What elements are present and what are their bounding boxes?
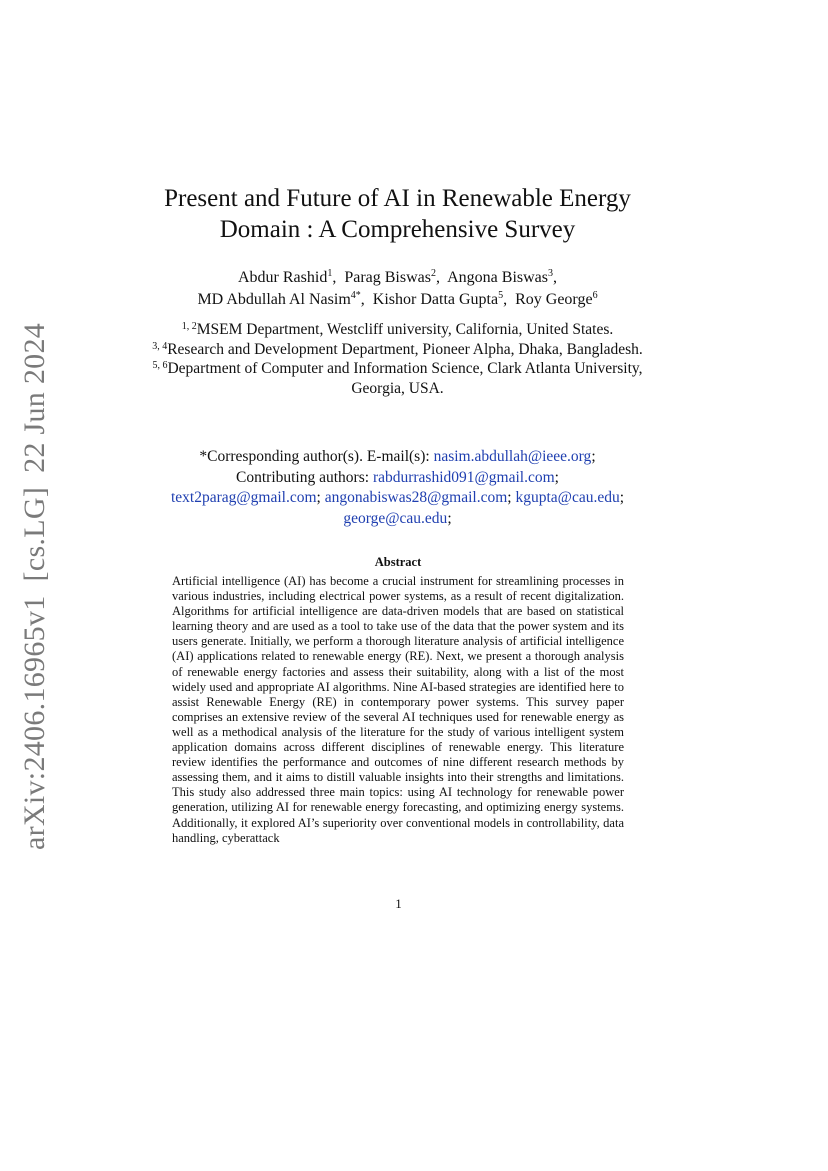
author: Parag Biswas$^2$, — [344, 268, 440, 286]
author: Roy George$^6$ — [515, 290, 598, 308]
author-list — [150, 267, 645, 311]
author: MD Abdullah Al Nasim$^{4*}$, — [197, 290, 365, 308]
arxiv-stamp — [18, 309, 52, 850]
affiliation-list — [150, 320, 645, 398]
page-number: 1 — [395, 896, 402, 911]
paper-title: Present and Future of AI in Renewable Energy Domain : A Comprehensive Survey — [164, 185, 631, 243]
email-link[interactable]: nasim.abdullah@ieee.org — [433, 448, 592, 465]
affiliation: $^{5, 6}$Department of Computer and Information Science, Clark Atlanta University, Georgia, USA. — [152, 360, 643, 397]
affiliation: $^{1, 2}$MSEM Department, Westcliff university, California, United States. — [181, 321, 614, 338]
corresponding-label: *Corresponding author(s). E-mail(s): — [199, 448, 430, 465]
abstract-heading: Abstract — [374, 555, 422, 569]
author: Kishor Datta Gupta$^5$, — [372, 290, 508, 308]
email-link[interactable]: angonabiswas28@gmail.com — [324, 489, 508, 506]
arxiv-date: 22 Jun 2024 — [18, 322, 51, 473]
arxiv-id: arXiv:2406.16965v1 — [18, 595, 51, 850]
correspondence-block: *Corresponding author(s). E-mail(s): nasim.abdullah@ieee.org; Contributing authors: rabdurrashid091@gmail.com; text2parag@gmail.com; angonabiswas28@gmail.com; kgupta@cau.edu; george@cau.edu; — [170, 448, 625, 527]
email-link[interactable]: text2parag@gmail.com — [170, 489, 317, 506]
email-link[interactable]: george@cau.edu — [343, 509, 448, 527]
affiliation: $^{3, 4}$Research and Development Department, Pioneer Alpha, Dhaka, Bangladesh. — [152, 340, 643, 358]
arxiv-category: [cs.LG] — [18, 486, 51, 582]
author: Abdur Rashid$^1$, — [238, 268, 337, 286]
abstract-body: Artificial intelligence (AI) has become a crucial instrument for streamlining processes in various industries, including electrical power systems, as a result of recent digitalization. Algorithms for artificial intelligence are data-driven models that are based on statistical learning theory and are used as a tool to take use of the data that the power system and its users generate. Initially, we perform a thorough literature analysis of artificial intelligence (AI) applications related to renewable energy (RE). Next, we present a thorough analysis of renewable energy factories and assess their suitability, along with a list of the most widely used and appropriate AI algorithms. Nine AI-based strategies are identified here to assist Renewable Energy (RE) in contemporary power systems. This survey paper comprises an extensive review of the several AI techniques used for renewable energy as well as a methodical analysis of the literature for the study of various intelligent system application domains across different disciplines of renewable energy. This literature review identifies the performance and outcomes of nine different research methods by assessing them, and it aims to distill valuable insights into their strengths and limitations. This study also addressed three main topics: using AI technology for renewable power generation, utilizing AI for renewable energy forecasting, and optimizing energy systems. Additionally, it explored AI’s superiority over conventional models in controllability, data handling, cyberattack — [172, 574, 624, 845]
author: Angona Biswas$^3$, — [447, 268, 557, 286]
email-link[interactable]: kgupta@cau.edu — [515, 489, 620, 506]
contributing-label: Contributing authors: — [236, 468, 370, 486]
email-link[interactable]: rabdurrashid091@gmail.com — [372, 468, 555, 486]
